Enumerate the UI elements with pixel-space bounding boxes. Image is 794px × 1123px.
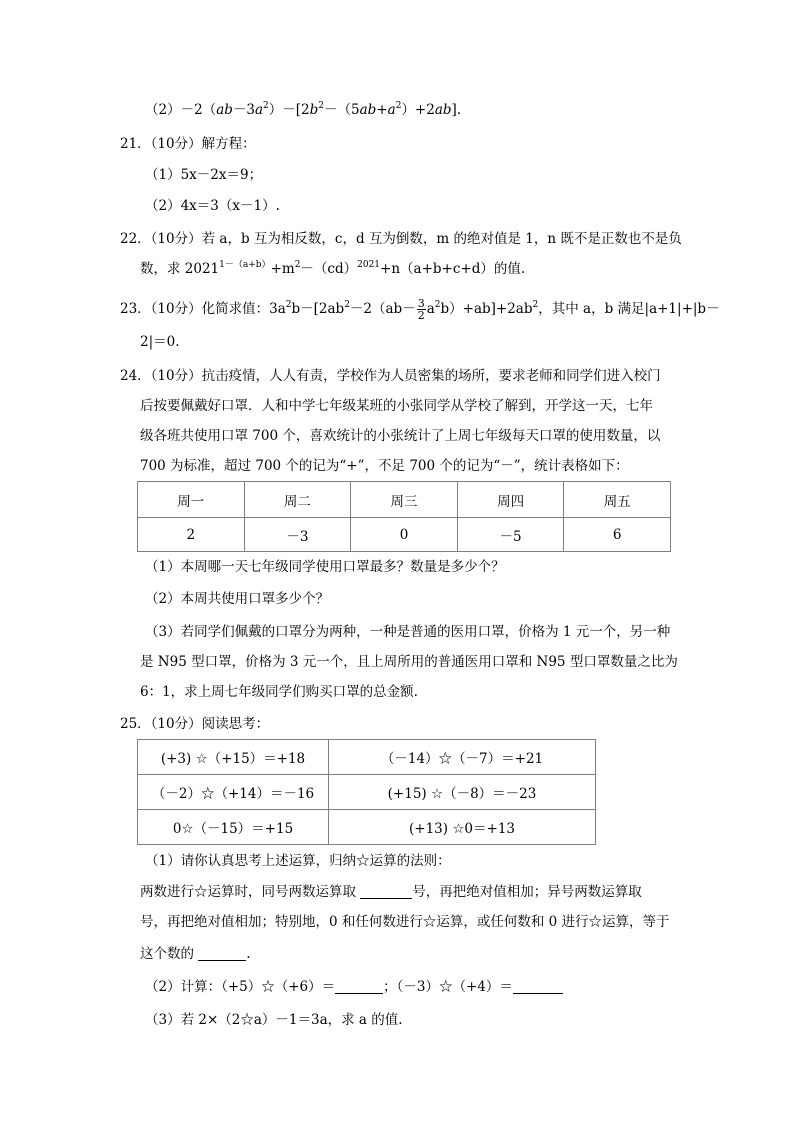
q25-part1-line2: 号，再把绝对值相加；特别地，0 和任何数进行☆运算，或任何数和 0 进行☆运算，等于: [140, 914, 670, 930]
table-row: [138, 775, 596, 810]
q24-sub3-line3: 6：1，求上周七年级同学们购买口罩的总金额.: [140, 684, 418, 700]
var-a: a: [254, 102, 264, 118]
statement-text: 这个数的: [140, 946, 199, 962]
statement-text: （2）计算：（+5）☆（+6）＝: [145, 979, 336, 995]
exponent: 2: [344, 300, 350, 310]
q22-line1: 22．（10分）若 a，b 互为相反数，c，d 互为倒数，m 的绝对值是 1，n 既不是正数也不是负: [120, 231, 682, 247]
table-cell: 2: [138, 518, 245, 552]
q25-heading: 25．（10分）阅读思考：: [120, 716, 270, 732]
q24-line1: 24．（10分）抗击疫情，人人有责，学校作为人员密集的场所，要求老师和同学们进入校门: [120, 368, 661, 384]
var-b: b: [309, 102, 319, 118]
exponent: 2: [285, 300, 292, 310]
expr-text: －2（: [180, 102, 217, 118]
exponent: 1－（a+b）: [219, 260, 271, 270]
q21-part2: （2）4x＝3（x－1）.: [145, 198, 280, 214]
table-cell: 0: [351, 518, 458, 552]
expr-text: 数，求 2021: [140, 261, 220, 277]
table-cell: (+15) ☆（－8）＝－23: [329, 775, 596, 810]
q20-part2: [145, 100, 461, 120]
table-header-cell: 周五: [564, 482, 671, 518]
q24-line3: 级各班共使用口罩 700 个，喜欢统计的小张统计了上周七年级每天口罩的使用数量，以: [140, 428, 661, 444]
exponent: 2: [294, 260, 301, 270]
statement-text: ；（－3）☆（+4）＝: [383, 979, 513, 995]
answer-blank[interactable]: [198, 946, 246, 961]
expr-text: ，其中 a，b 满足|a+1|+|b－: [538, 301, 720, 317]
expr-text: +m: [270, 261, 295, 277]
star-operation-table: [137, 739, 596, 845]
q25-part2: [145, 977, 563, 997]
table-row: [138, 518, 671, 552]
q20-part2-label: （2）: [145, 102, 181, 118]
table-header-cell: 周四: [457, 482, 564, 518]
answer-blank[interactable]: [360, 884, 412, 899]
var-ab: ab: [359, 102, 377, 118]
exponent: 2: [532, 300, 539, 310]
expr-text: 23．（10分）化简求值：3a: [120, 301, 286, 317]
expr-text: －（cd）: [300, 261, 358, 277]
expr-text: －2（ab－: [349, 301, 416, 317]
q21-heading: 21．（10分）解方程：: [120, 136, 256, 152]
table-cell: （－14）☆（－7）＝+21: [329, 740, 596, 775]
table-cell: (+13) ☆0＝+13: [329, 810, 596, 845]
answer-blank[interactable]: [335, 979, 383, 994]
statement-text: .: [246, 946, 251, 962]
fraction-numerator: 3: [417, 297, 425, 310]
expr-text: +: [376, 102, 388, 118]
q25-part1-line3: [140, 944, 251, 964]
table-cell: 0☆（－15）＝+15: [138, 810, 329, 845]
expr-text: ）－[2: [268, 102, 310, 118]
q24-sub2: （2）本周共使用口罩多少个？: [145, 591, 330, 607]
q23-line1: [120, 298, 720, 321]
q23-line2: 2|＝0.: [140, 334, 180, 350]
mask-usage-table: [137, 481, 671, 552]
expr-text: a: [426, 301, 435, 317]
q22-line2: [140, 259, 525, 279]
table-cell: －3: [244, 518, 351, 552]
var-ab: ab: [434, 102, 452, 118]
table-cell: （－2）☆（+14）＝－16: [138, 775, 329, 810]
table-cell: (+3) ☆（+15）＝+18: [138, 740, 329, 775]
expr-text: b）+ab]+2ab: [440, 301, 533, 317]
expr-text: b－[2ab: [291, 301, 345, 317]
statement-text: 号，再把绝对值相加；异号两数运算取: [412, 884, 642, 900]
table-header-row: [138, 482, 671, 518]
exponent: 2: [263, 101, 269, 111]
fraction-three-halves: [417, 298, 426, 321]
table-row: [138, 810, 596, 845]
exponent: 2: [395, 101, 402, 111]
expr-text: +n（a+b+c+d）的值.: [380, 261, 526, 277]
var-ab: ab: [216, 102, 233, 118]
table-header-cell: 周二: [244, 482, 351, 518]
q24-line2: 后按要佩戴好口罩．人和中学七年级某班的小张同学从学校了解到，开学这一天，七年: [140, 398, 653, 414]
table-header-cell: 周一: [138, 482, 245, 518]
exponent: 2021: [357, 260, 381, 270]
expr-text: －（5: [324, 102, 360, 118]
exponent: 2: [318, 101, 325, 111]
expr-text: ].: [451, 102, 462, 118]
statement-text: 两数进行☆运算时，同号两数运算取: [140, 884, 361, 900]
expr-text: ）+2: [401, 102, 435, 118]
var-a: a: [387, 102, 396, 118]
answer-blank[interactable]: [513, 979, 563, 994]
q25-part1-prompt: （1）请你认真思考上述运算，归纳☆运算的法则：: [145, 853, 451, 869]
q24-sub3-line1: （3）若同学们佩戴的口罩分为两种，一种是普通的医用口罩，价格为 1 元一个，另一种: [145, 624, 671, 640]
q24-sub3-line2: 是 N95 型口罩，价格为 3 元一个，且上周所用的普通医用口罩和 N95 型口罩数量之比为: [140, 654, 678, 670]
q24-line4: 700 为标准，超过 700 个的记为“+”，不足 700 个的记为“－”，统计表格如下：: [140, 458, 629, 474]
q24-sub1: （1）本周哪一天七年级同学使用口罩最多？数量是多少个？: [145, 559, 505, 575]
fraction-denominator: 2: [417, 309, 425, 322]
table-cell: 6: [564, 518, 671, 552]
table-row: [138, 740, 596, 775]
q21-part1: （1）5x－2x＝9；: [145, 167, 263, 183]
table-cell: －5: [457, 518, 564, 552]
exponent: 2: [434, 300, 441, 310]
q25-part3: （3）若 2×（2☆a）－1＝3a，求 a 的值.: [145, 1012, 403, 1028]
q25-part1-line1: [140, 882, 642, 902]
table-header-cell: 周三: [351, 482, 458, 518]
expr-text: －3: [232, 102, 255, 118]
